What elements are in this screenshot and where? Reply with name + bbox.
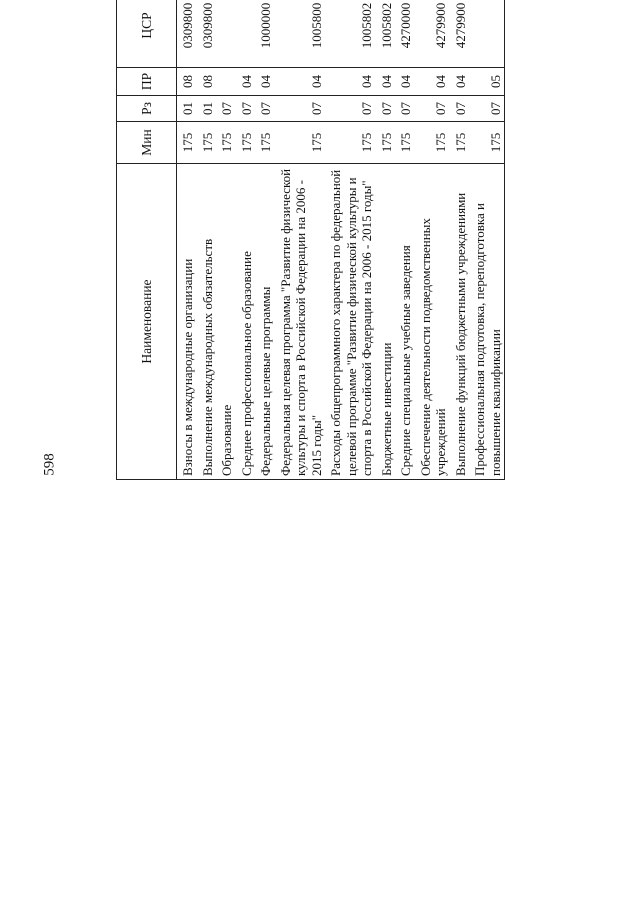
table-row <box>255 0 275 480</box>
cell-pr: 05 <box>469 68 505 96</box>
cell-rz: 07 <box>469 96 505 122</box>
cell-pr: 08 <box>177 68 197 96</box>
cell-name: Профессиональная подготовка, переподготовка и повышение квалификации <box>469 164 505 480</box>
cell-pr: 04 <box>376 68 396 96</box>
header-min: Мин <box>117 122 177 164</box>
budget-table <box>116 0 505 480</box>
cell-min: 175 <box>450 122 470 164</box>
cell-pr: 08 <box>197 68 217 96</box>
cell-rz: 01 <box>177 96 197 122</box>
page-number: 598 <box>41 453 58 476</box>
cell-min: 175 <box>236 122 256 164</box>
cell-name: Взносы в международные организации <box>177 164 197 480</box>
header-name: Наименование <box>117 164 177 480</box>
table-row <box>450 0 470 480</box>
cell-rz: 07 <box>216 96 236 122</box>
cell-csr: 0309800 <box>197 0 217 68</box>
cell-csr <box>236 0 256 68</box>
cell-name: Средние специальные учебные заведения <box>395 164 415 480</box>
cell-csr: 4279900 <box>450 0 470 68</box>
cell-pr <box>216 68 236 96</box>
cell-name: Выполнение функций бюджетными учреждениями <box>450 164 470 480</box>
cell-min: 175 <box>469 122 505 164</box>
cell-csr: 1000000 <box>255 0 275 68</box>
table-row <box>216 0 236 480</box>
cell-rz: 07 <box>450 96 470 122</box>
cell-rz: 07 <box>255 96 275 122</box>
table-row <box>275 0 326 480</box>
cell-csr: 0309800 <box>177 0 197 68</box>
cell-csr: 4279900 <box>415 0 450 68</box>
cell-min: 175 <box>197 122 217 164</box>
table-row <box>415 0 450 480</box>
header-csr: ЦСР <box>117 0 177 68</box>
cell-rz: 07 <box>325 96 376 122</box>
cell-min: 175 <box>177 122 197 164</box>
cell-csr <box>216 0 236 68</box>
cell-pr: 04 <box>415 68 450 96</box>
table-row <box>197 0 217 480</box>
cell-pr: 04 <box>275 68 326 96</box>
cell-pr: 04 <box>325 68 376 96</box>
cell-csr: 1005802 <box>376 0 396 68</box>
cell-csr <box>469 0 505 68</box>
cell-min: 175 <box>216 122 236 164</box>
cell-name: Бюджетные инвестиции <box>376 164 396 480</box>
cell-name: Среднее профессиональное образование <box>236 164 256 480</box>
cell-csr: 1005800 <box>275 0 326 68</box>
cell-rz: 07 <box>236 96 256 122</box>
cell-name: Федеральная целевая программа "Развитие физической культуры и спорта в Российской Федерации на 2006 - 2015 годы" <box>275 164 326 480</box>
cell-rz: 07 <box>415 96 450 122</box>
cell-rz: 01 <box>197 96 217 122</box>
table-row <box>325 0 376 480</box>
cell-min: 175 <box>275 122 326 164</box>
cell-name: Расходы общепрограммного характера по федеральной целевой программе "Развитие физической культуры и спорта в Российской Федерации на 2006 - 2015 годы" <box>325 164 376 480</box>
cell-pr: 04 <box>236 68 256 96</box>
cell-name: Образование <box>216 164 236 480</box>
table-body <box>177 0 505 480</box>
cell-csr: 1005802 <box>325 0 376 68</box>
cell-rz: 07 <box>395 96 415 122</box>
cell-rz: 07 <box>275 96 326 122</box>
cell-min: 175 <box>255 122 275 164</box>
cell-pr: 04 <box>450 68 470 96</box>
table-row <box>236 0 256 480</box>
table-row <box>177 0 197 480</box>
cell-min: 175 <box>376 122 396 164</box>
cell-rz: 07 <box>376 96 396 122</box>
header-pr: ПР <box>117 68 177 96</box>
cell-name: Обеспечение деятельности подведомственных учреждений <box>415 164 450 480</box>
table-row <box>469 0 505 480</box>
cell-pr: 04 <box>255 68 275 96</box>
rotated-page-content <box>94 2 542 858</box>
cell-min: 175 <box>415 122 450 164</box>
cell-min: 175 <box>395 122 415 164</box>
cell-pr: 04 <box>395 68 415 96</box>
table-row <box>376 0 396 480</box>
table-row <box>395 0 415 480</box>
cell-name: Выполнение международных обязательств <box>197 164 217 480</box>
cell-min: 175 <box>325 122 376 164</box>
header-rz: Рз <box>117 96 177 122</box>
cell-name: Федеральные целевые программы <box>255 164 275 480</box>
cell-csr: 4270000 <box>395 0 415 68</box>
page-inner <box>94 0 542 490</box>
